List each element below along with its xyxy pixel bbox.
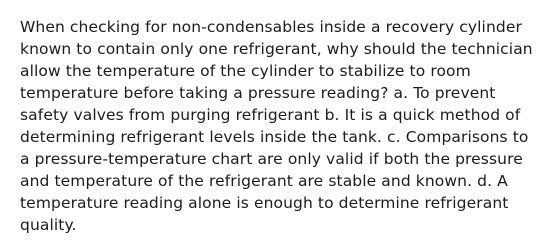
question-line: allow the temperature of the cylinder to stabilize to room [20,62,471,80]
question-line: temperature before taking a pressure reading? a. To prevent [20,84,496,102]
question-line: When checking for non-condensables inside a recovery cylinder [20,18,522,36]
question-line: known to contain only one refrigerant, why should the technician [20,40,533,58]
question-line: determining refrigerant levels inside the tank. c. Comparisons to [20,128,529,146]
question-text [20,16,546,236]
question-line: quality. [20,216,77,234]
question-line: a pressure-temperature chart are only valid if both the pressure [20,150,523,168]
question-line: safety valves from purging refrigerant b. It is a quick method of [20,106,521,124]
question-line: temperature reading alone is enough to determine refrigerant [20,194,509,212]
question-line: and temperature of the refrigerant are stable and known. d. A [20,172,508,190]
